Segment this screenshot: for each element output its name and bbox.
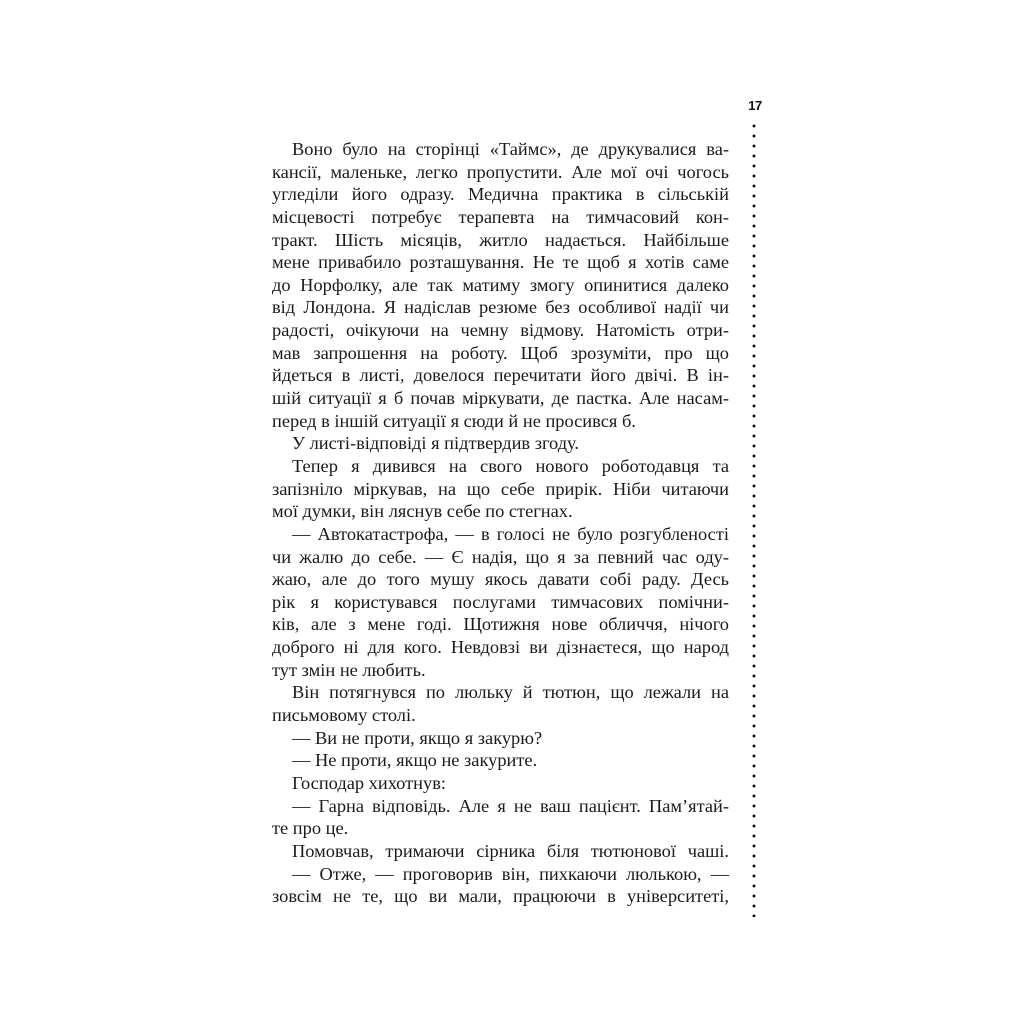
page-number: 17 [748, 98, 762, 113]
text-line: письмовому столі. [272, 705, 416, 726]
text-line: угледіли його одразу. Медична практика в сільській [272, 184, 729, 205]
text-line: — Не проти, якщо не закурите. [292, 750, 538, 771]
text-line: від Лондона. Я надіслав резюме без особливої надії чи [272, 297, 729, 318]
text-line: кансії, маленьке, легко пропустити. Але мої очі чогось [272, 161, 729, 182]
text-line: — Ви не проти, якщо я закурю? [292, 727, 543, 748]
text-line: Тепер я дивився на свого нового роботодавця та [292, 455, 729, 476]
text-line: Він потягнувся по люльку й тютюн, що лежали на [292, 682, 729, 703]
text-line: шій ситуації я б почав міркувати, де пастка. Але насам- [272, 388, 729, 409]
text-line: У листі-відповіді я підтвердив згоду. [292, 433, 580, 454]
text-line: радості, очікуючи на чемну відмову. Натомість отри- [272, 320, 729, 341]
text-line: ків, але з мене годі. Щотижня нове обличчя, нічого [272, 614, 729, 635]
text-line: те про це. [272, 818, 349, 839]
text-line: жаю, але до того мушу якось давати собі раду. Десь [272, 569, 729, 590]
text-line: тракт. Шість місяців, житло надається. Найбільше [272, 229, 729, 250]
text-line: до Норфолку, але так матиму змогу опинитися далеко [272, 274, 729, 295]
text-line: доброго ні для кого. Невдовзі ви дізнаєтеся, що народ [272, 637, 729, 658]
text-line: зовсім не те, що ви мали, працюючи в університеті, [272, 886, 729, 907]
text-line: чи жалю до себе. — Є надія, що я за певний час оду- [272, 546, 729, 567]
text-line: мене привабило розташування. Не те щоб я хотів саме [272, 252, 729, 273]
text-line: Воно було на сторінці «Таймс», де друкувалися ва- [292, 139, 729, 159]
text-line: — Автокатастрофа, — в голосі не було розгубленості [292, 523, 729, 544]
text-line: мав запрошення на роботу. Щоб зрозуміти, про що [272, 342, 729, 363]
text-line: Господар хихотнув: [292, 772, 447, 793]
text-line: йдеться в листі, довелося перечитати його двічі. В ін- [272, 365, 729, 386]
text-line: Помовчав, тримаючи сірника біля тютюнової чаші. [292, 840, 729, 861]
text-line: тут змін не любить. [272, 659, 426, 680]
text-line: — Отже, — проговорив він, пихкаючи люлькою, — [292, 863, 729, 884]
text-line: мої думки, він ляснув себе по стегнах. [272, 501, 573, 522]
text-line: перед в іншій ситуації я сюди й не просився б. [272, 410, 636, 431]
text-line: рік я користувався послугами тимчасових помічни- [272, 591, 729, 612]
dotted-margin-rule [752, 121, 756, 917]
text-line: запізніло міркував, на що себе прирік. Ніби читаючи [272, 478, 729, 499]
text-line: — Гарна відповідь. Але я не ваш пацієнт. Пам’ятай- [292, 795, 729, 816]
text-line: місцевості потребує терапевта на тимчасовий кон- [272, 206, 729, 227]
body-text [272, 138, 729, 908]
